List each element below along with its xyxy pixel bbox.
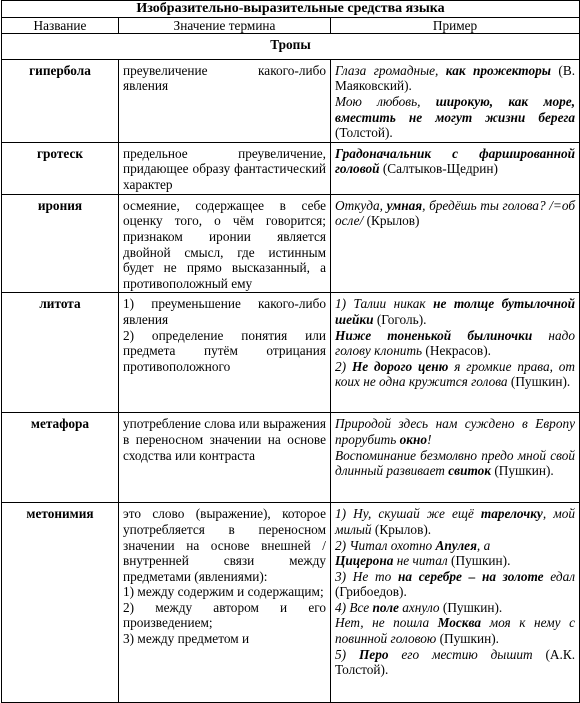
meaning-line: осмеяние, содержащее в себе оценку того, о чём говорится; признаком иронии является двойной смысл, где истинным будет не прямо высказанный, а противоположный ему	[123, 197, 326, 291]
example-line: Природой здесь нам суждено в Европу прорубить окно!	[335, 416, 576, 447]
example-line: Ниже тоненькой былиночки надо голову клонить (Некрасов).	[335, 327, 576, 359]
table-row	[2, 194, 580, 293]
example-line: Воспоминание безмолвно предо мной свой длинный развивает свиток (Пушкин).	[335, 447, 576, 479]
term-example	[331, 59, 580, 142]
meaning-line: 2) определение понятия или предмета путём отрицания противоположного	[123, 327, 326, 374]
example-line: 4) Все поле ахнуло (Пушкин).	[335, 599, 503, 615]
table-row	[2, 142, 580, 194]
example-line: Откуда, умная, бредёшь ты голова? /=об осле/ (Крылов)	[335, 197, 576, 229]
term-name: гипербола	[2, 59, 119, 142]
meaning-line: это слово (выражение), которое употребляется в переносном значении на основе внешней /внутренней связи между предметами (явлениями):	[123, 506, 326, 584]
term-name: литота	[2, 293, 119, 413]
example-line: Мою любовь, широкую, как море, вместить не могут жизни берега (Толстой).	[335, 93, 576, 141]
table-row	[2, 503, 580, 703]
table-row	[2, 413, 580, 503]
term-name: метафора	[2, 413, 119, 503]
term-meaning	[119, 142, 331, 194]
meaning-line: предельное преувеличение, придающее образу фантастический характер	[123, 145, 326, 192]
example-line: 1) Талии никак не толще бутылочной шейки (Гоголь).	[335, 296, 576, 327]
example-line: 3) Не то на серебре – на золоте едал (Грибоедов).	[335, 568, 576, 600]
meaning-line: 2) между автором и его произведением;	[123, 599, 326, 631]
term-example	[331, 142, 580, 194]
meaning-line: 1) между содержим и содержащим;	[123, 584, 324, 600]
table-body	[2, 59, 580, 703]
terms-table	[1, 0, 580, 703]
table-row	[2, 59, 580, 142]
example-line: Цицерона не читал (Пушкин).	[335, 553, 511, 569]
term-meaning	[119, 293, 331, 413]
example-line: Градоначальник с фаршированной головой (Салтыков-Щедрин)	[335, 145, 576, 177]
meaning-line: 1) преуменьшение какого-либо явления	[123, 296, 326, 327]
term-example	[331, 503, 580, 703]
table-title: Изобразительно-выразительные средства языка	[2, 1, 580, 18]
column-header-example: Пример	[331, 17, 580, 34]
example-line: 2) Не дорого ценю я громкие права, от коих не одна кружится голова (Пушкин).	[335, 358, 576, 390]
term-example	[331, 194, 580, 293]
section-title: Тропы	[2, 34, 580, 60]
meaning-line: употребление слова или выражения в переносном значении на основе сходства или контраста	[123, 416, 326, 463]
example-line: 2) Читал охотно Апулея, а	[335, 537, 491, 553]
example-line: Нет, не пошла Москва моя к нему с повинной головою (Пушкин).	[335, 615, 576, 647]
meaning-line: преувеличение какого-либо явления	[123, 62, 326, 94]
term-name: метонимия	[2, 503, 119, 703]
term-meaning	[119, 413, 331, 503]
term-meaning	[119, 503, 331, 703]
example-line: 5) Перо его местию дышит (А.К. Толстой).	[335, 646, 576, 678]
term-name: ирония	[2, 194, 119, 293]
term-meaning	[119, 194, 331, 293]
table-row	[2, 293, 580, 413]
example-line: Глаза громадные, как прожекторы (В. Маяковский).	[335, 62, 576, 94]
term-example	[331, 413, 580, 503]
example-line: 1) Ну, скушай же ещё тарелочку, мой милый (Крылов).	[335, 506, 576, 537]
meaning-line: 3) между предметом и	[123, 631, 250, 647]
term-meaning	[119, 59, 331, 142]
column-header-name: Название	[2, 17, 119, 34]
term-example	[331, 293, 580, 413]
column-header-meaning: Значение термина	[119, 17, 331, 34]
term-name: гротеск	[2, 142, 119, 194]
